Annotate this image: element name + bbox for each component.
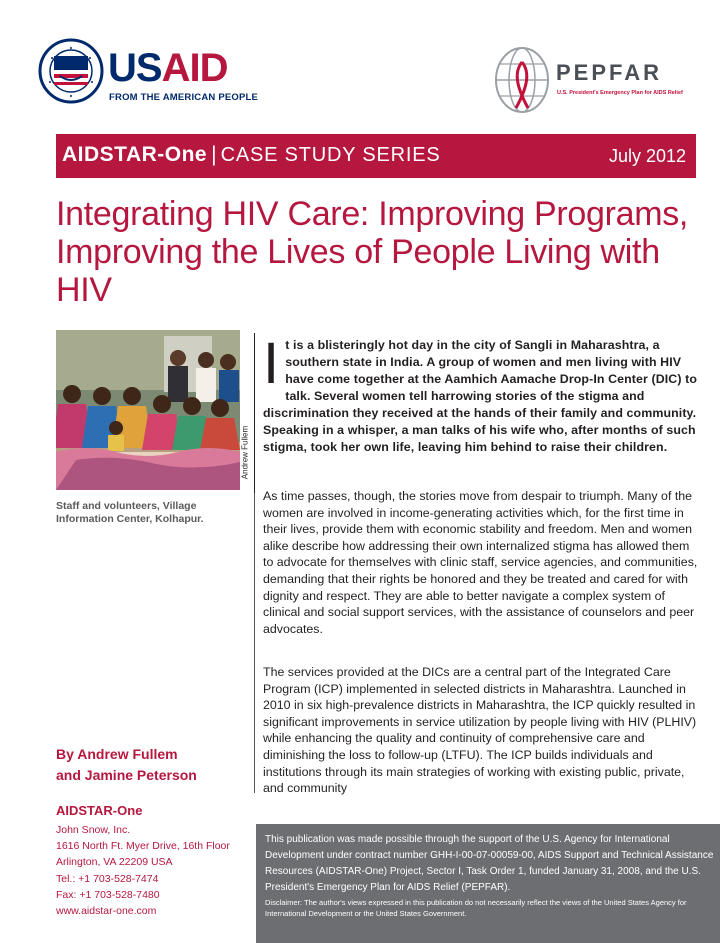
banner-series-type: CASE STUDY SERIES <box>220 144 441 166</box>
support-statement-box <box>256 824 720 943</box>
contact-address-1: 1616 North Ft. Myer Drive, 16th Floor <box>56 840 230 853</box>
contact-tel: Tel.: +1 703-528-7474 <box>56 872 159 885</box>
page-title: Integrating HIV Care: Improving Programs, Improving the Lives of People Living with HIV <box>56 195 689 309</box>
support-statement: This publication was made possible through the support of the U.S. Agency for International Development under contract number GHH-I-00-07-00059-00, AIDS Support and Technical Assistance Resources (AIDSTAR-One) Project, Sector I, Task Order 1, funded January 31, 2008, and the U.S. President's Emergency Plan for AIDS Relief (PEPFAR). <box>265 834 714 893</box>
drop-cap: I <box>263 331 280 396</box>
contact-website[interactable]: www.aidstar-one.com <box>56 905 157 918</box>
series-banner <box>56 134 696 178</box>
photo-caption: Staff and volunteers, Village Information Center, Kolhapur. <box>56 500 204 525</box>
pepfar-globe-icon <box>486 42 566 122</box>
contact-block <box>56 822 256 919</box>
pepfar-wordmark: PEPFAR <box>556 60 663 85</box>
pepfar-tagline: U.S. President's Emergency Plan for AIDS Relief <box>557 90 683 96</box>
photo-divider <box>254 333 255 493</box>
contact-company: John Snow, Inc. <box>56 824 131 836</box>
body-paragraph-2: The services provided at the DICs are a central part of the Integrated Care Program (ICP) implemented in selected districts in Maharashtra. Launched in 2010 in six high-prevalence districts in Maharashtra, the ICP quickly resulted in significant improvements in service utilization by people living with HIV (PLHIV) while enhancing the quality and continuity of comprehensive care and diminishing the loss to follow-up (LTFU). The ICP builds individuals and institutions through its main strategies of working with existing public, private, and community <box>263 665 697 796</box>
usaid-wordmark: USAID <box>108 46 228 90</box>
group-photo-image <box>56 330 240 490</box>
column-divider <box>254 493 255 793</box>
contact-org: AIDSTAR-One <box>56 803 143 818</box>
usaid-tagline: FROM THE AMERICAN PEOPLE <box>109 92 259 103</box>
pepfar-logo <box>486 42 716 124</box>
author-line-2: and Jamine Peterson <box>56 767 197 783</box>
banner-org: AIDSTAR-One <box>62 143 208 166</box>
lead-paragraph: It is a blisteringly hot day in the city of Sangli in Maharashtra, a southern state in India. A group of women and men living with HIV have come together at the Aamhich Aamache Drop-In Center (DIC) to talk. Several women tell harrowing stories of the stigma and discrimination they received at the hands of their family and community. Speaking in a whisper, a man talks of his wife who, after months of such stigma, took her own life, leaving him behind to raise their children. <box>263 331 698 454</box>
contact-address-2: Arlington, VA 22209 USA <box>56 856 173 869</box>
usaid-logo <box>38 36 259 116</box>
banner-series <box>62 143 441 167</box>
contact-fax: Fax: +1 703-528-7480 <box>56 888 160 901</box>
banner-separator: | <box>211 143 217 166</box>
author-line-1: By Andrew Fullem <box>56 746 178 762</box>
photo-credit: Andrew Fullem <box>240 425 250 480</box>
body-paragraph-1: As time passes, though, the stories move from despair to triumph. Many of the women are involved in income-generating activities which, for the first time in their lives, provide them with economic stability and freedom. Men and women alike describe how addressing their own internalized stigma has allowed them to advocate for themselves with clinic staff, service agencies, and communities, demanding that their rights be honored and they be treated and cared for with dignity and respect. They are able to better navigate a complex system of clinical and social support services, with the assistance of counselors and peer advocates. <box>263 489 698 636</box>
usaid-seal-icon <box>38 38 104 104</box>
disclaimer: Disclaimer: The author's views expressed in this publication do not necessarily reflect the views of the United States Agency for International Development or the United States Government. <box>265 898 687 918</box>
cover-photo <box>56 330 240 490</box>
authors <box>56 744 246 786</box>
banner-date: July 2012 <box>608 146 686 166</box>
